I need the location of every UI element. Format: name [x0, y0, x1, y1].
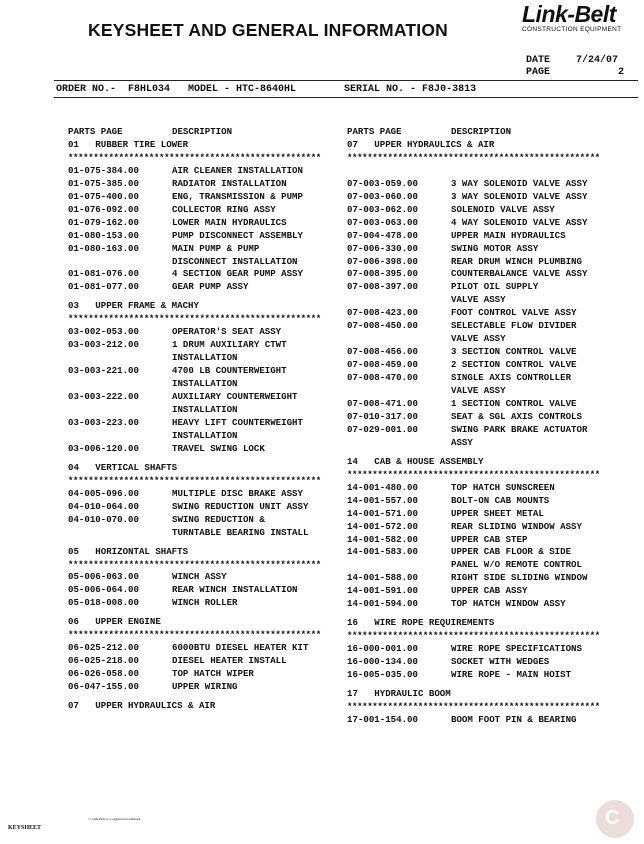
parts-row	[347, 230, 627, 243]
part-description: REAR SLIDING WINDOW ASSY	[451, 520, 582, 532]
part-description: SWING REDUCTION &	[172, 513, 265, 525]
part-number: 07-008-450.00	[347, 320, 418, 332]
part-number	[347, 294, 451, 307]
part-description: COUNTERBALANCE VALVE ASSY	[451, 268, 588, 280]
part-description: TRAVEL SWING LOCK	[172, 442, 265, 454]
part-number	[347, 333, 451, 346]
part-number: 14-001-557.00	[347, 494, 418, 506]
header-rule-bottom	[54, 97, 638, 98]
asterisk-divider: **************************************************	[347, 700, 600, 712]
parts-row	[68, 443, 344, 456]
part-number: 01-076-092.00	[68, 203, 139, 215]
part-number	[347, 437, 451, 450]
blank-line	[347, 165, 627, 178]
part-description: WIRE ROPE - MAIN HOIST	[451, 669, 572, 681]
parts-row	[68, 256, 344, 269]
part-description: 4 SECTION GEAR PUMP ASSY	[172, 268, 303, 280]
parts-row	[68, 681, 344, 694]
part-number: 14-001-582.00	[347, 533, 418, 545]
part-description: 3 WAY SOLENOID VALVE ASSY	[451, 190, 588, 202]
parts-row	[347, 204, 627, 217]
part-number	[68, 527, 172, 540]
part-description: GEAR PUMP ASSY	[172, 281, 249, 293]
link-belt-logo	[522, 3, 634, 33]
parts-row	[68, 178, 344, 191]
part-description: COLLECTOR RING ASSY	[172, 203, 276, 215]
parts-row	[347, 333, 627, 346]
parts-row	[68, 584, 344, 597]
parts-row	[68, 339, 344, 352]
part-description: WINCH ROLLER	[172, 597, 238, 609]
parts-row	[347, 398, 627, 411]
parts-row	[347, 669, 627, 682]
part-description: SOCKET WITH WEDGES	[451, 656, 550, 668]
part-description: VALVE ASSY	[451, 333, 506, 345]
parts-row	[68, 204, 344, 217]
parts-row	[68, 165, 344, 178]
part-number: 06-025-212.00	[68, 642, 139, 654]
parts-row	[347, 178, 627, 191]
part-number: 07-006-330.00	[347, 242, 418, 254]
part-number: 07-008-471.00	[347, 398, 418, 409]
parts-row	[347, 294, 627, 307]
part-number: 03-003-223.00	[68, 416, 139, 428]
parts-row	[68, 571, 344, 584]
part-description: UPPER CAB ASSY	[451, 585, 528, 597]
parts-row	[68, 391, 344, 404]
part-number: 14-001-583.00	[347, 546, 418, 558]
asterisk-divider: **************************************************	[68, 629, 321, 641]
part-description: SWING REDUCTION UNIT ASSY	[172, 500, 309, 512]
parts-row	[347, 521, 627, 534]
part-description: DISCONNECT INSTALLATION	[172, 255, 298, 267]
part-number: 06-025-218.00	[68, 655, 139, 667]
parts-row	[347, 598, 627, 611]
parts-row	[347, 217, 627, 230]
parts-row	[347, 359, 627, 372]
part-number: 07-003-063.00	[347, 216, 418, 228]
part-description: ASSY	[451, 436, 473, 448]
section-heading: 04 VERTICAL SHAFTS	[68, 461, 178, 473]
parts-row	[347, 572, 627, 585]
parts-page-header: PARTS PAGE	[68, 126, 123, 137]
part-number	[68, 352, 172, 365]
parts-row	[68, 430, 344, 443]
part-description: 6000BTU DIESEL HEATER KIT	[172, 642, 309, 654]
part-description: UPPER CAB STEP	[451, 533, 528, 545]
right-parts-column	[347, 126, 627, 727]
part-description: UPPER WIRING	[172, 681, 238, 693]
part-number	[347, 559, 451, 572]
part-description: BOOM FOOT PIN & BEARING	[451, 713, 577, 725]
part-number: 07-010-317.00	[347, 410, 418, 422]
part-number: 07-029-001.00	[347, 423, 418, 435]
part-number: 14-001-591.00	[347, 585, 418, 597]
part-number: 03-003-221.00	[68, 365, 139, 377]
parts-row	[68, 191, 344, 204]
parts-row	[68, 514, 344, 527]
part-number	[68, 404, 172, 417]
parts-row	[68, 365, 344, 378]
part-number: 01-075-385.00	[68, 177, 139, 189]
part-description: AIR CLEANER INSTALLATION	[172, 164, 303, 176]
part-description: SELECTABLE FLOW DIVIDER	[451, 320, 577, 332]
date-label: DATE	[526, 55, 551, 66]
part-number: 01-080-163.00	[68, 242, 139, 254]
asterisk-divider: **************************************************	[347, 468, 600, 480]
description-header: DESCRIPTION	[451, 126, 512, 137]
part-number	[68, 256, 172, 269]
section-heading: 17 HYDRAULIC BOOM	[347, 688, 451, 700]
part-description: SEAT & SGL AXIS CONTROLS	[451, 410, 582, 422]
part-description: OPERATOR'S SEAT ASSY	[172, 326, 282, 338]
parts-row	[347, 559, 627, 572]
trademark-note: ® Link-Belt is a registered trademark	[88, 817, 141, 821]
parts-row	[347, 508, 627, 521]
part-description: PILOT OIL SUPPLY	[451, 281, 539, 293]
parts-row	[347, 424, 627, 437]
part-number: 07-004-478.00	[347, 229, 418, 241]
part-number: 03-006-120.00	[68, 442, 139, 454]
part-number: 01-075-384.00	[68, 164, 139, 176]
part-number: 14-001-594.00	[347, 598, 418, 610]
part-description: AUXILIARY COUNTERWEIGHT	[172, 391, 298, 403]
parts-row	[347, 656, 627, 669]
asterisk-divider: **************************************************	[68, 151, 321, 163]
part-description: TURNTABLE BEARING INSTALL	[172, 526, 309, 538]
section-heading: 07 UPPER HYDRAULICS & AIR	[347, 138, 495, 150]
watermark-icon: C	[596, 800, 634, 838]
part-number: 16-000-001.00	[347, 643, 418, 655]
part-description: VALVE ASSY	[451, 294, 506, 306]
header-rule-top	[54, 80, 638, 81]
order-line: ORDER NO.- F8HL034 MODEL - HTC-8640HL SERIAL NO. - F8J0-3813	[56, 84, 477, 95]
parts-row	[347, 307, 627, 320]
parts-row	[68, 668, 344, 681]
logo-tagline: CONSTRUCTION EQUIPMENT	[522, 26, 622, 33]
parts-row	[347, 281, 627, 294]
parts-row	[347, 534, 627, 547]
part-number: 07-008-470.00	[347, 372, 418, 384]
part-number: 14-001-480.00	[347, 481, 418, 493]
part-description: FOOT CONTROL VALVE ASSY	[451, 307, 577, 319]
part-description: LOWER MAIN HYDRAULICS	[172, 216, 287, 228]
part-number: 16-000-134.00	[347, 656, 418, 668]
parts-row	[68, 243, 344, 256]
part-description: RIGHT SIDE SLIDING WINDOW	[451, 572, 588, 584]
parts-row	[347, 191, 627, 204]
part-description: 3 SECTION CONTROL VALVE	[451, 346, 577, 358]
parts-row	[347, 346, 627, 359]
part-description: MAIN PUMP & PUMP	[172, 242, 260, 254]
part-number: 14-001-572.00	[347, 520, 418, 532]
part-number	[68, 378, 172, 391]
part-description: REAR WINCH INSTALLATION	[172, 584, 298, 596]
section-heading: 06 UPPER ENGINE	[68, 616, 161, 628]
part-description: 4 WAY SOLENOID VALVE ASSY	[451, 216, 588, 228]
part-number: 06-047-155.00	[68, 681, 139, 693]
part-description: SINGLE AXIS CONTROLLER	[451, 372, 572, 384]
part-description: 3 WAY SOLENOID VALVE ASSY	[451, 177, 588, 189]
part-description: INSTALLATION	[172, 378, 238, 390]
parts-row	[347, 385, 627, 398]
part-number: 14-001-588.00	[347, 572, 418, 584]
parts-row	[347, 256, 627, 269]
part-number	[347, 385, 451, 398]
part-description: 4700 LB COUNTERWEIGHT	[172, 365, 287, 377]
left-parts-column	[68, 126, 344, 713]
part-number: 07-008-456.00	[347, 346, 418, 358]
page-label: PAGE	[526, 67, 551, 78]
part-number: 01-080-153.00	[68, 229, 139, 241]
part-number: 04-005-096.00	[68, 487, 139, 499]
parts-row	[68, 501, 344, 514]
part-number: 07-003-062.00	[347, 203, 418, 215]
part-description: TOP HATCH WIPER	[172, 668, 254, 680]
part-description: PANEL W/O REMOTE CONTROL	[451, 559, 582, 571]
page-value: 2	[618, 67, 625, 78]
part-number: 07-003-060.00	[347, 190, 418, 202]
parts-row	[347, 714, 627, 727]
part-description: WIRE ROPE SPECIFICATIONS	[451, 643, 582, 655]
part-description: INSTALLATION	[172, 352, 238, 364]
parts-row	[347, 482, 627, 495]
section-heading: 01 RUBBER TIRE LOWER	[68, 138, 189, 150]
parts-row	[68, 527, 344, 540]
parts-row	[347, 243, 627, 256]
part-description: UPPER CAB FLOOR & SIDE	[451, 546, 572, 558]
parts-row	[68, 655, 344, 668]
part-number: 14-001-571.00	[347, 507, 418, 519]
part-description: 1 SECTION CONTROL VALVE	[451, 398, 577, 409]
part-number: 01-075-400.00	[68, 190, 139, 202]
part-number: 01-081-077.00	[68, 281, 139, 293]
part-description: DIESEL HEATER INSTALL	[172, 655, 287, 667]
part-description: INSTALLATION	[172, 404, 238, 416]
parts-row	[68, 417, 344, 430]
part-description: VALVE ASSY	[451, 385, 506, 397]
part-description: REAR DRUM WINCH PLUMBING	[451, 255, 582, 267]
asterisk-divider: **************************************************	[68, 313, 321, 325]
part-description: TOP HATCH SUNSCREEN	[451, 481, 555, 493]
part-number: 07-008-397.00	[347, 281, 418, 293]
column-header	[347, 126, 627, 139]
part-number: 07-006-398.00	[347, 255, 418, 267]
parts-row	[68, 642, 344, 655]
section-heading: 05 HORIZONTAL SHAFTS	[68, 545, 189, 557]
part-number	[68, 430, 172, 443]
asterisk-divider: **************************************************	[68, 474, 321, 486]
parts-row	[347, 411, 627, 424]
parts-row	[347, 320, 627, 333]
part-description: MULTIPLE DISC BRAKE ASSY	[172, 487, 303, 499]
section-heading: 16 WIRE ROPE REQUIREMENTS	[347, 617, 495, 629]
parts-row	[347, 437, 627, 450]
part-description: INSTALLATION	[172, 429, 238, 441]
parts-row	[347, 585, 627, 598]
parts-row	[347, 495, 627, 508]
page-title: KEYSHEET AND GENERAL INFORMATION	[88, 20, 448, 40]
part-description: ENG, TRANSMISSION & PUMP	[172, 190, 303, 202]
parts-row	[68, 488, 344, 501]
logo-name: Link-Belt	[522, 1, 616, 27]
part-number: 01-079-162.00	[68, 216, 139, 228]
part-description: SWING PARK BRAKE ACTUATOR	[451, 423, 588, 435]
part-number: 07-003-059.00	[347, 177, 418, 189]
parts-row	[68, 217, 344, 230]
part-description: BOLT-ON CAB MOUNTS	[451, 494, 550, 506]
part-number: 01-081-076.00	[68, 268, 139, 280]
parts-row	[347, 268, 627, 281]
asterisk-divider: **************************************************	[347, 151, 600, 163]
part-number: 03-003-222.00	[68, 391, 139, 403]
part-number: 06-026-058.00	[68, 668, 139, 680]
part-number: 05-006-064.00	[68, 584, 139, 596]
parts-row	[68, 404, 344, 417]
parts-row	[68, 352, 344, 365]
part-description: UPPER SHEET METAL	[451, 507, 544, 519]
part-description: SOLENOID VALVE ASSY	[451, 203, 555, 215]
parts-page-header: PARTS PAGE	[347, 126, 402, 137]
part-number: 16-005-035.00	[347, 669, 418, 681]
section-heading: 14 CAB & HOUSE ASSEMBLY	[347, 455, 484, 467]
part-number: 07-008-423.00	[347, 307, 418, 319]
part-number: 05-006-063.00	[68, 571, 139, 583]
part-number: 07-008-459.00	[347, 359, 418, 371]
part-number: 17-001-154.00	[347, 713, 418, 725]
part-number: 04-010-064.00	[68, 500, 139, 512]
parts-row	[68, 378, 344, 391]
section-heading: 03 UPPER FRAME & MACHY	[68, 300, 199, 312]
asterisk-divider: **************************************************	[347, 630, 600, 642]
date-value: 7/24/07	[576, 55, 619, 66]
asterisk-divider: **************************************************	[68, 558, 321, 570]
part-number: 05-018-008.00	[68, 597, 139, 609]
parts-row	[68, 281, 344, 294]
parts-row	[347, 546, 627, 559]
section-heading: 07 UPPER HYDRAULICS & AIR	[68, 700, 216, 712]
column-header	[68, 126, 344, 139]
parts-row	[68, 597, 344, 610]
part-description: UPPER MAIN HYDRAULICS	[451, 229, 566, 241]
part-description: 1 DRUM AUXILIARY CTWT	[172, 339, 287, 351]
description-header: DESCRIPTION	[172, 126, 233, 137]
parts-row	[68, 326, 344, 339]
part-description: 2 SECTION CONTROL VALVE	[451, 359, 577, 371]
parts-row	[68, 268, 344, 281]
parts-row	[347, 372, 627, 385]
part-number: 03-002-053.00	[68, 326, 139, 338]
part-description: RADIATOR INSTALLATION	[172, 177, 287, 189]
part-description: HEAVY LIFT COUNTERWEIGHT	[172, 416, 303, 428]
part-number: 03-003-212.00	[68, 339, 139, 351]
parts-row	[68, 230, 344, 243]
part-description: SWING MOTOR ASSY	[451, 242, 539, 254]
part-description: PUMP DISCONNECT ASSEMBLY	[172, 229, 303, 241]
part-number: 04-010-070.00	[68, 513, 139, 525]
part-number: 07-008-395.00	[347, 268, 418, 280]
part-description: TOP HATCH WINDOW ASSY	[451, 598, 566, 610]
part-description: WINCH ASSY	[172, 571, 227, 583]
parts-row	[347, 643, 627, 656]
footer-label: KEYSHEET	[8, 825, 42, 831]
